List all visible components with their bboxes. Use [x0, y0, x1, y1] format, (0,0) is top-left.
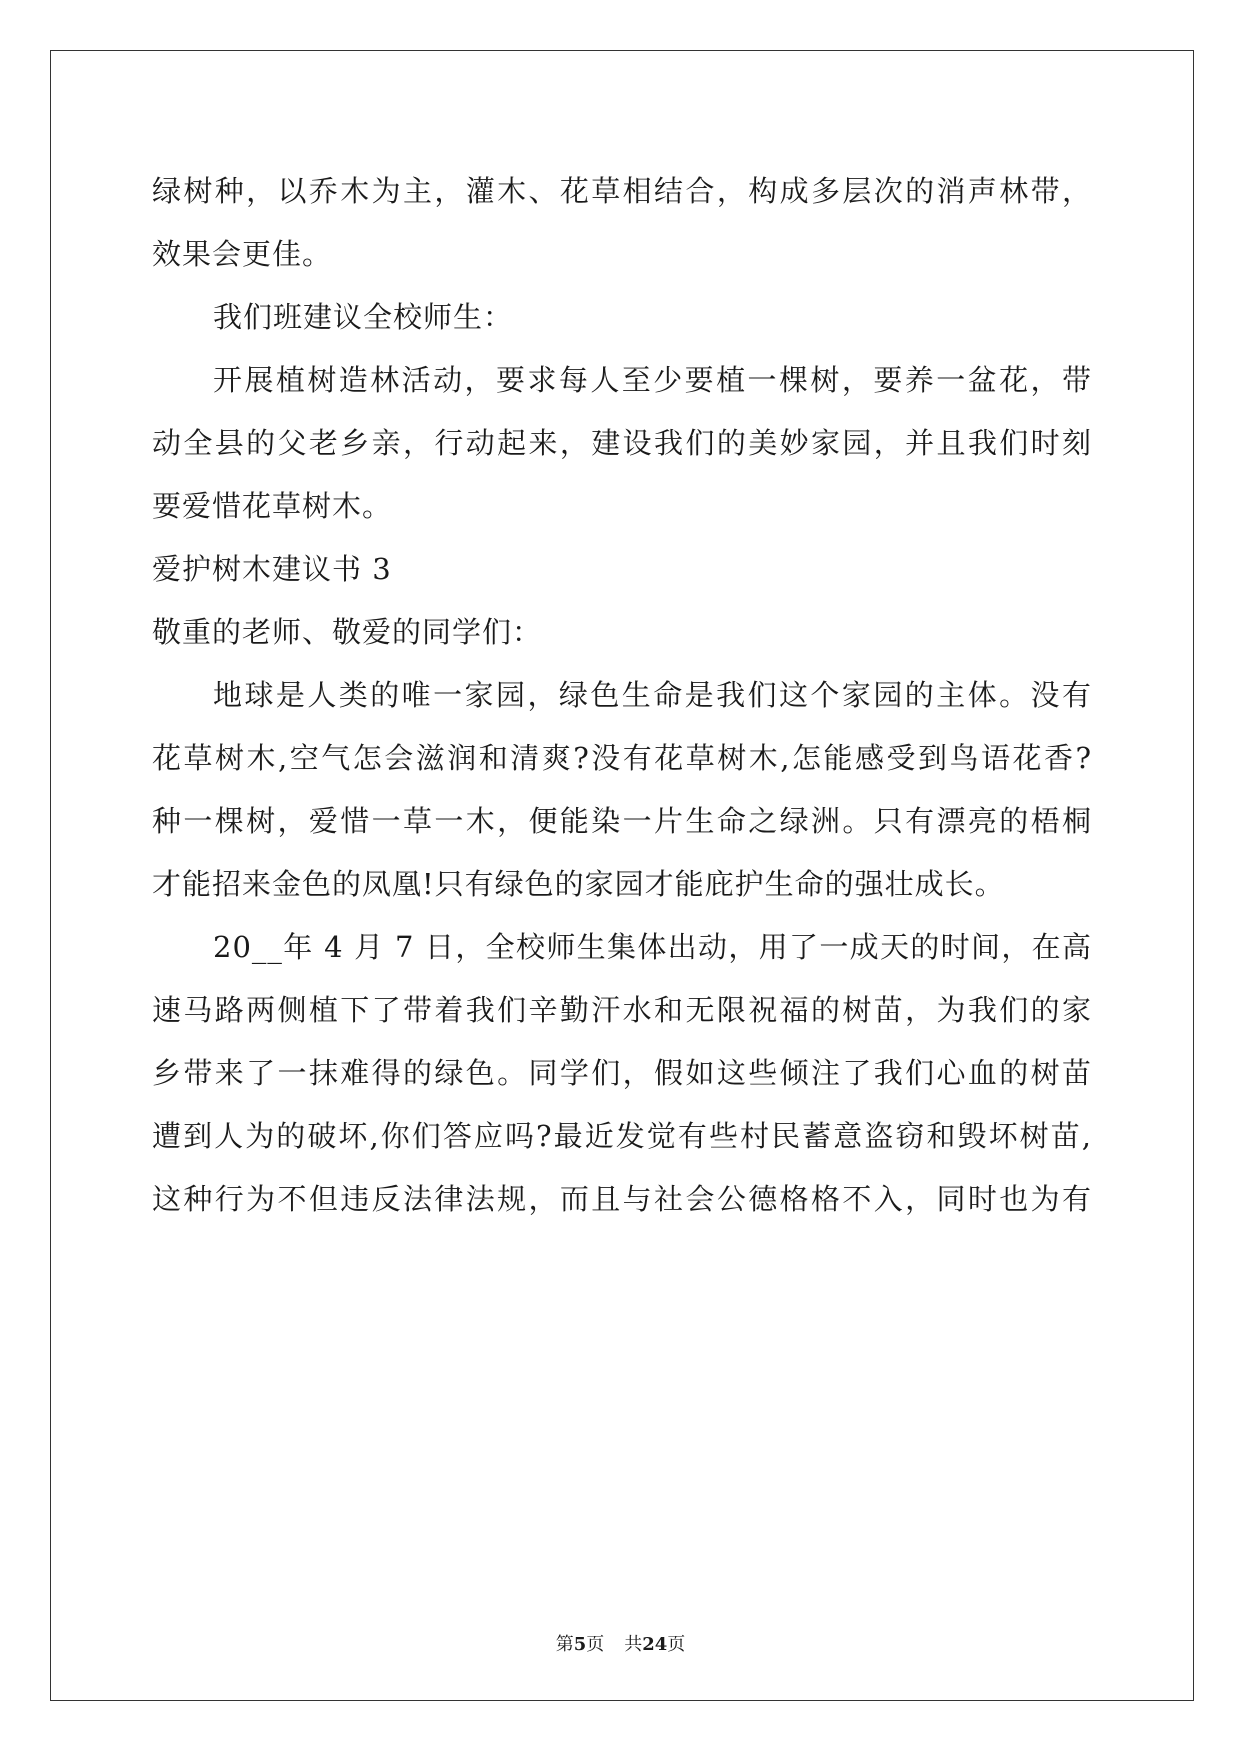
paragraph-line: 遭到人为的破坏,你们答应吗?最近发觉有些村民蓄意盗窃和毁坏树苗, — [152, 1119, 1092, 1153]
total-pages: 24 — [642, 1634, 668, 1655]
paragraph-line: 效果会更佳。 — [152, 237, 333, 271]
paragraph-line: 动全县的父老乡亲，行动起来，建设我们的美妙家园，并且我们时刻 — [152, 426, 1092, 460]
page-prefix: 第 — [555, 1634, 574, 1655]
paragraph-line: 速马路两侧植下了带着我们辛勤汗水和无限祝福的树苗，为我们的家 — [152, 993, 1092, 1027]
paragraph-line: 才能招来金色的凤凰!只有绿色的家园才能庇护生命的强壮成长。 — [152, 867, 1005, 901]
page-suffix: 页 — [586, 1634, 605, 1655]
paragraph-line: 要爱惜花草树木。 — [152, 489, 393, 523]
paragraph-line: 我们班建议全校师生： — [213, 300, 514, 334]
section-heading: 爱护树木建议书 3 — [152, 552, 392, 586]
paragraph-line: 开展植树造林活动，要求每人至少要植一棵树，要养一盆花，带 — [213, 363, 1092, 397]
paragraph-line: 20__年 4 月 7 日，全校师生集体出动，用了一成天的时间，在高 — [213, 930, 1092, 964]
paragraph-line: 乡带来了一抹难得的绿色。同学们，假如这些倾注了我们心血的树苗 — [152, 1056, 1092, 1090]
paragraph-line: 绿树种，以乔木为主，灌木、花草相结合，构成多层次的消声林带， — [152, 174, 1092, 208]
page-footer — [0, 1630, 1241, 1656]
paragraph-line: 这种行为不但违反法律法规，而且与社会公德格格不入，同时也为有 — [152, 1182, 1092, 1216]
paragraph-line: 地球是人类的唯一家园，绿色生命是我们这个家园的主体。没有 — [213, 678, 1092, 712]
page-number: 5 — [573, 1634, 587, 1655]
salutation: 敬重的老师、敬爱的同学们： — [152, 615, 543, 649]
paragraph-line: 花草树木,空气怎会滋润和清爽?没有花草树木,怎能感受到鸟语花香? — [152, 741, 1092, 775]
total-prefix: 共 — [624, 1634, 643, 1655]
document-body — [152, 160, 1092, 1231]
paragraph-line: 种一棵树，爱惜一草一木，便能染一片生命之绿洲。只有漂亮的梧桐 — [152, 804, 1092, 838]
total-suffix: 页 — [667, 1634, 686, 1655]
